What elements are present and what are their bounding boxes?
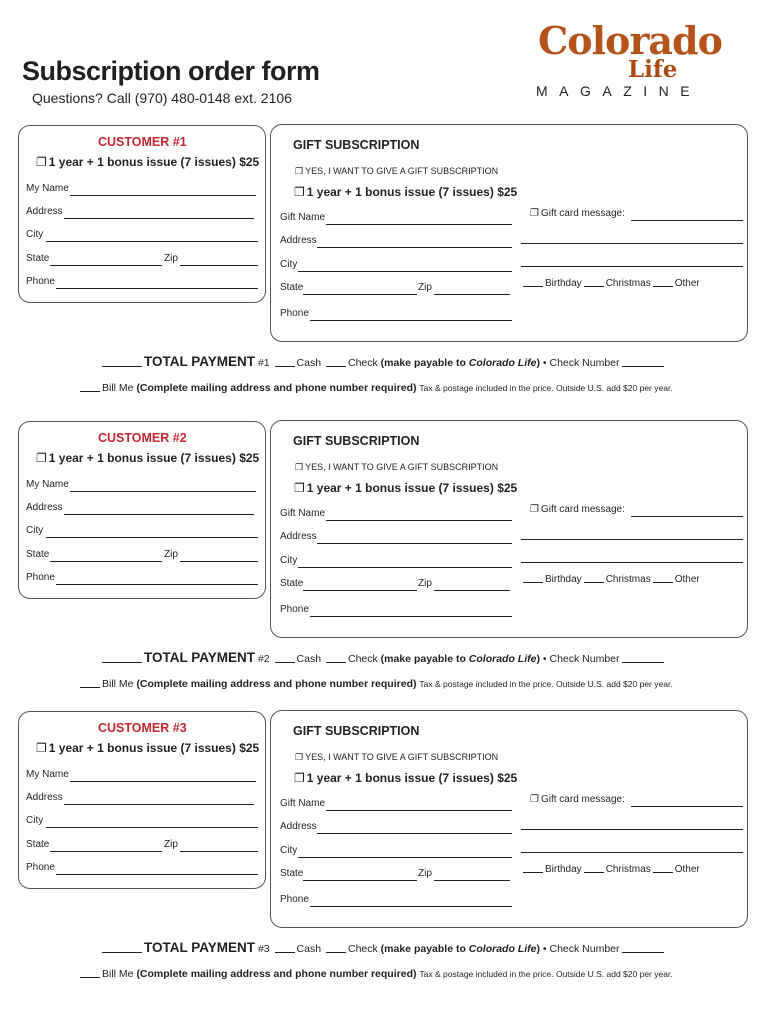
total-payment-row	[100, 354, 666, 369]
check-number-label: • Check Number	[542, 943, 620, 955]
gift-zip-input[interactable]	[434, 590, 510, 591]
gift-city-input[interactable]	[298, 857, 512, 858]
logo-life: Life	[628, 56, 678, 83]
offer-label: 1 year + 1 bonus issue (7 issues) $25	[48, 155, 260, 169]
address-input[interactable]	[64, 514, 254, 515]
address-label: Address	[26, 206, 63, 217]
gift-box	[270, 124, 748, 342]
checkbox-icon: ❐	[530, 794, 539, 805]
checkbox-icon: ❐	[36, 451, 47, 465]
state-input[interactable]	[50, 561, 162, 562]
subscription-option-checkbox[interactable]	[36, 155, 259, 169]
tax-postage-note: Tax & postage included in the price. Outside U.S. add $20 per year.	[419, 969, 673, 979]
gift-zip-label: Zip	[418, 868, 432, 879]
gift-phone-label: Phone	[280, 894, 309, 905]
my-name-label: My Name	[26, 769, 69, 780]
payable-open: (make payable to	[380, 357, 469, 369]
cash-blank[interactable]	[275, 662, 295, 663]
gift-card-line-2[interactable]	[521, 539, 743, 540]
gift-name-input[interactable]	[326, 520, 512, 521]
gift-card-line-3[interactable]	[521, 852, 743, 853]
payable-name: Colorado Life	[468, 943, 537, 955]
payable-note	[381, 357, 540, 369]
bill-me-required: (Complete mailing address and phone number required)	[136, 382, 417, 394]
address-label: Address	[26, 792, 63, 803]
gift-card-line-1[interactable]	[631, 516, 743, 517]
gift-yes-checkbox[interactable]	[295, 166, 498, 177]
city-label: City	[26, 525, 44, 536]
bill-me-blank[interactable]	[80, 391, 100, 392]
cash-blank[interactable]	[275, 366, 295, 367]
cash-label: Cash	[296, 943, 322, 955]
colorado-life-logo	[530, 18, 730, 104]
gift-card-label: Gift card message:	[540, 504, 625, 515]
page-title: Subscription order form	[22, 56, 320, 86]
gift-card-label: Gift card message:	[540, 794, 625, 805]
gift-card-checkbox[interactable]	[530, 504, 625, 515]
check-blank[interactable]	[326, 952, 346, 953]
gift-option-checkbox[interactable]	[294, 771, 517, 785]
payable-close: )	[536, 653, 540, 665]
checkbox-icon: ❐	[36, 155, 47, 169]
phone-label: Phone	[26, 572, 55, 583]
total-payment-input[interactable]	[102, 366, 142, 367]
zip-label: Zip	[164, 253, 178, 264]
state-input[interactable]	[50, 851, 162, 852]
bill-me-required: (Complete mailing address and phone number required)	[136, 678, 417, 690]
payable-name: Colorado Life	[468, 653, 537, 665]
customer-title: CUSTOMER #1	[98, 135, 187, 149]
cash-label: Cash	[296, 653, 322, 665]
payable-note	[381, 653, 540, 665]
gift-city-input[interactable]	[298, 567, 512, 568]
my-name-input[interactable]	[70, 781, 256, 782]
gift-title: GIFT SUBSCRIPTION	[293, 138, 420, 152]
check-blank[interactable]	[326, 662, 346, 663]
gift-address-label: Address	[280, 235, 317, 246]
birthday-blank[interactable]	[523, 872, 543, 873]
payable-name: Colorado Life	[468, 357, 537, 369]
payable-open: (make payable to	[380, 653, 469, 665]
city-input[interactable]	[46, 537, 258, 538]
city-input[interactable]	[46, 827, 258, 828]
gift-phone-input[interactable]	[310, 616, 512, 617]
check-label: Check	[347, 653, 378, 665]
checkbox-icon: ❐	[36, 741, 47, 755]
checkbox-icon: ❐	[295, 752, 304, 762]
zip-input[interactable]	[180, 265, 258, 266]
gift-yes-checkbox[interactable]	[295, 462, 498, 473]
gift-phone-input[interactable]	[310, 320, 512, 321]
christmas-label: Christmas	[605, 574, 651, 585]
check-number-input[interactable]	[622, 366, 664, 367]
bill-me-blank[interactable]	[80, 977, 100, 978]
offer-label: 1 year + 1 bonus issue (7 issues) $25	[306, 481, 518, 495]
total-payment-label: TOTAL PAYMENT	[144, 940, 256, 955]
phone-input[interactable]	[56, 874, 258, 875]
gift-card-label: Gift card message:	[540, 208, 625, 219]
christmas-blank[interactable]	[584, 286, 604, 287]
state-label: State	[26, 549, 50, 560]
bill-me-label: Bill Me	[102, 382, 134, 394]
payable-open: (make payable to	[380, 943, 469, 955]
zip-input[interactable]	[180, 561, 258, 562]
bill-me-row	[78, 968, 673, 980]
gift-card-line-2[interactable]	[521, 243, 743, 244]
checkbox-icon: ❐	[295, 166, 304, 176]
gift-option-checkbox[interactable]	[294, 185, 517, 199]
christmas-blank[interactable]	[584, 582, 604, 583]
gift-name-input[interactable]	[326, 224, 512, 225]
cash-label: Cash	[296, 357, 322, 369]
offer-label: 1 year + 1 bonus issue (7 issues) $25	[48, 451, 260, 465]
other-blank[interactable]	[653, 872, 673, 873]
gift-city-label: City	[280, 555, 298, 566]
gift-state-input[interactable]	[303, 880, 417, 881]
gift-state-label: State	[280, 578, 304, 589]
bill-me-label: Bill Me	[102, 678, 134, 690]
checkbox-icon: ❐	[294, 771, 305, 785]
offer-label: 1 year + 1 bonus issue (7 issues) $25	[306, 771, 518, 785]
phone-input[interactable]	[56, 584, 258, 585]
state-input[interactable]	[50, 265, 162, 266]
other-label: Other	[674, 278, 700, 289]
state-label: State	[26, 839, 50, 850]
address-input[interactable]	[64, 804, 254, 805]
gift-name-input[interactable]	[326, 810, 512, 811]
gift-state-label: State	[280, 868, 304, 879]
tax-postage-note: Tax & postage included in the price. Outside U.S. add $20 per year.	[419, 679, 673, 689]
address-label: Address	[26, 502, 63, 513]
offer-label: 1 year + 1 bonus issue (7 issues) $25	[48, 741, 260, 755]
phone-label: Phone	[26, 862, 55, 873]
address-input[interactable]	[64, 218, 254, 219]
check-number-label: • Check Number	[542, 653, 620, 665]
checkbox-icon: ❐	[530, 504, 539, 515]
gift-address-input[interactable]	[317, 247, 512, 248]
gift-yes-label: YES, I WANT TO GIVE A GIFT SUBSCRIPTION	[305, 752, 499, 762]
check-number-input[interactable]	[622, 662, 664, 663]
zip-label: Zip	[164, 839, 178, 850]
payment-number: #2	[257, 653, 270, 665]
total-payment-label: TOTAL PAYMENT	[144, 354, 256, 369]
gift-zip-label: Zip	[418, 578, 432, 589]
other-blank[interactable]	[653, 582, 673, 583]
christmas-label: Christmas	[605, 278, 651, 289]
total-payment-label: TOTAL PAYMENT	[144, 650, 256, 665]
customer-title: CUSTOMER #2	[98, 431, 187, 445]
logo-colorado: Colorado	[538, 18, 722, 63]
my-name-input[interactable]	[70, 195, 256, 196]
my-name-label: My Name	[26, 183, 69, 194]
gift-zip-input[interactable]	[434, 294, 510, 295]
gift-yes-checkbox[interactable]	[295, 752, 498, 763]
gift-card-line-3[interactable]	[521, 562, 743, 563]
subscription-option-checkbox[interactable]	[36, 451, 259, 465]
check-number-input[interactable]	[622, 952, 664, 953]
gift-yes-label: YES, I WANT TO GIVE A GIFT SUBSCRIPTION	[305, 462, 499, 472]
phone-label: Phone	[26, 276, 55, 287]
gift-title: GIFT SUBSCRIPTION	[293, 724, 420, 738]
bill-me-row	[78, 382, 673, 394]
payable-close: )	[536, 943, 540, 955]
other-blank[interactable]	[653, 286, 673, 287]
zip-label: Zip	[164, 549, 178, 560]
payment-number: #1	[257, 357, 270, 369]
payable-close: )	[536, 357, 540, 369]
gift-box	[270, 710, 748, 928]
checkbox-icon: ❐	[294, 185, 305, 199]
occasion-row	[521, 864, 700, 875]
cash-blank[interactable]	[275, 952, 295, 953]
gift-name-label: Gift Name	[280, 798, 326, 809]
gift-zip-label: Zip	[418, 282, 432, 293]
other-label: Other	[674, 864, 700, 875]
birthday-blank[interactable]	[523, 582, 543, 583]
tax-postage-note: Tax & postage included in the price. Outside U.S. add $20 per year.	[419, 383, 673, 393]
gift-card-line-1[interactable]	[631, 806, 743, 807]
checkbox-icon: ❐	[295, 462, 304, 472]
gift-address-input[interactable]	[317, 543, 512, 544]
gift-card-line-2[interactable]	[521, 829, 743, 830]
gift-title: GIFT SUBSCRIPTION	[293, 434, 420, 448]
christmas-blank[interactable]	[584, 872, 604, 873]
gift-phone-label: Phone	[280, 604, 309, 615]
birthday-label: Birthday	[545, 864, 582, 875]
check-number-label: • Check Number	[542, 357, 620, 369]
gift-box	[270, 420, 748, 638]
gift-card-line-3[interactable]	[521, 266, 743, 267]
gift-card-checkbox[interactable]	[530, 208, 625, 219]
payment-number: #3	[257, 943, 270, 955]
gift-state-label: State	[280, 282, 304, 293]
gift-option-checkbox[interactable]	[294, 481, 517, 495]
check-label: Check	[347, 943, 378, 955]
gift-yes-label: YES, I WANT TO GIVE A GIFT SUBSCRIPTION	[305, 166, 499, 176]
gift-phone-input[interactable]	[310, 906, 512, 907]
city-label: City	[26, 229, 44, 240]
zip-input[interactable]	[180, 851, 258, 852]
gift-address-label: Address	[280, 821, 317, 832]
bill-me-required: (Complete mailing address and phone number required)	[136, 968, 417, 980]
total-payment-row	[100, 940, 666, 955]
gift-city-input[interactable]	[298, 271, 512, 272]
occasion-row	[521, 278, 700, 289]
subscription-option-checkbox[interactable]	[36, 741, 259, 755]
customer-title: CUSTOMER #3	[98, 721, 187, 735]
gift-address-input[interactable]	[317, 833, 512, 834]
my-name-label: My Name	[26, 479, 69, 490]
bill-me-row	[78, 678, 673, 690]
gift-state-input[interactable]	[303, 590, 417, 591]
gift-zip-input[interactable]	[434, 880, 510, 881]
logo-magazine: MAGAZINE	[536, 83, 702, 99]
gift-address-label: Address	[280, 531, 317, 542]
checkbox-icon: ❐	[530, 208, 539, 219]
gift-card-checkbox[interactable]	[530, 794, 625, 805]
checkbox-icon: ❐	[294, 481, 305, 495]
payable-note	[381, 943, 540, 955]
check-label: Check	[347, 357, 378, 369]
gift-city-label: City	[280, 845, 298, 856]
gift-state-input[interactable]	[303, 294, 417, 295]
birthday-blank[interactable]	[523, 286, 543, 287]
gift-card-line-1[interactable]	[631, 220, 743, 221]
questions-phone: Questions? Call (970) 480-0148 ext. 2106	[32, 90, 292, 106]
gift-city-label: City	[280, 259, 298, 270]
occasion-row	[521, 574, 700, 585]
bill-me-label: Bill Me	[102, 968, 134, 980]
phone-input[interactable]	[56, 288, 258, 289]
birthday-label: Birthday	[545, 574, 582, 585]
state-label: State	[26, 253, 50, 264]
check-blank[interactable]	[326, 366, 346, 367]
gift-name-label: Gift Name	[280, 212, 326, 223]
bill-me-blank[interactable]	[80, 687, 100, 688]
total-payment-row	[100, 650, 666, 665]
total-payment-input[interactable]	[102, 952, 142, 953]
offer-label: 1 year + 1 bonus issue (7 issues) $25	[306, 185, 518, 199]
gift-name-label: Gift Name	[280, 508, 326, 519]
city-label: City	[26, 815, 44, 826]
my-name-input[interactable]	[70, 491, 256, 492]
gift-phone-label: Phone	[280, 308, 309, 319]
total-payment-input[interactable]	[102, 662, 142, 663]
city-input[interactable]	[46, 241, 258, 242]
christmas-label: Christmas	[605, 864, 651, 875]
birthday-label: Birthday	[545, 278, 582, 289]
other-label: Other	[674, 574, 700, 585]
